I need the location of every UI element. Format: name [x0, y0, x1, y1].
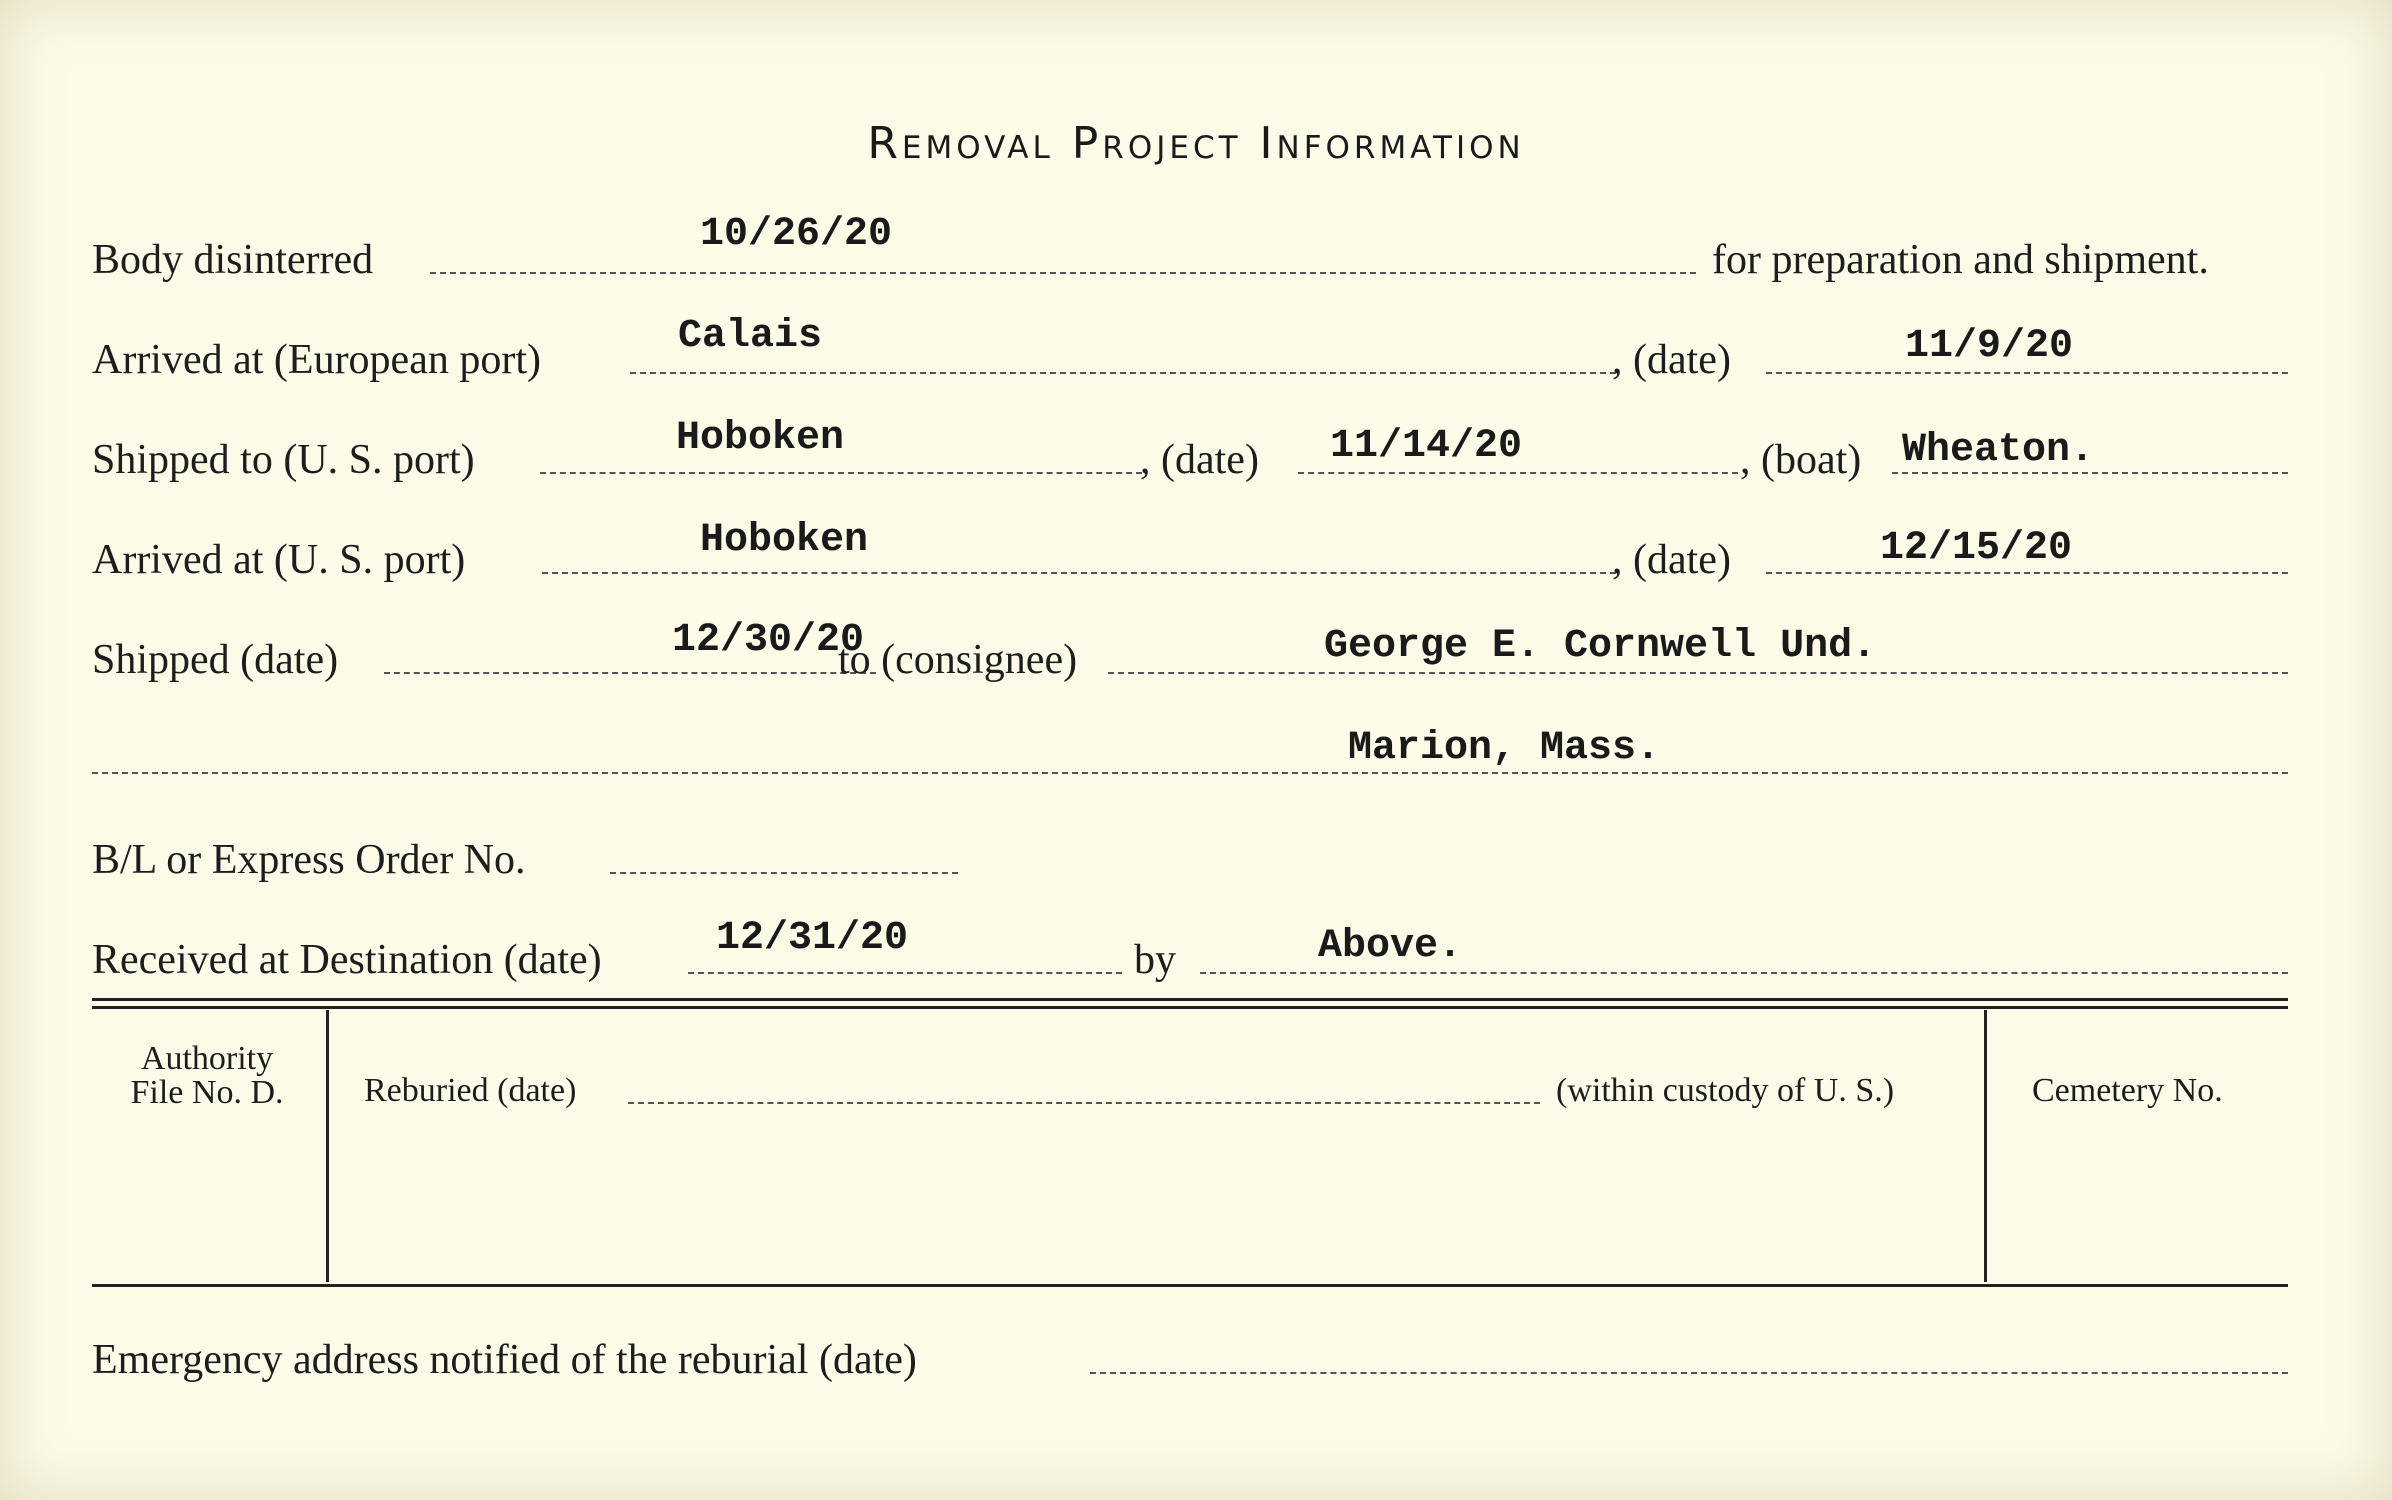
shipped-us-date-line	[1298, 472, 1738, 474]
table-divider-left	[326, 1010, 329, 1282]
disinterred-line	[430, 272, 1696, 274]
shipped-us-label: Shipped to (U. S. port)	[92, 437, 475, 483]
reburied-line	[628, 1102, 1540, 1104]
consignee-label: to (consignee)	[838, 637, 1078, 683]
double-rule-bottom	[92, 1006, 2288, 1009]
bl-label: B/L or Express Order No.	[92, 837, 526, 883]
consignee-value: George E. Cornwell Und.	[1324, 624, 1877, 669]
arrived-us-port: Hoboken	[700, 518, 869, 563]
received-date-line	[688, 972, 1122, 974]
received-by-line	[1200, 972, 2288, 974]
disinterred-label: Body disinterred	[92, 237, 374, 283]
disinterred-suffix: for preparation and shipment.	[1712, 237, 2209, 283]
table-divider-right	[1984, 1010, 1987, 1282]
received-by-label: by	[1134, 937, 1176, 983]
consignee-line	[1108, 672, 2288, 674]
shipped-us-port: Hoboken	[676, 416, 845, 461]
reburied-label: Reburied (date)	[364, 1072, 577, 1109]
authority-label-line2: File No. D.	[130, 1074, 284, 1111]
received-label: Received at Destination (date)	[92, 937, 602, 983]
shipped-us-boat: Wheaton.	[1902, 428, 2095, 473]
cemetery-label: Cemetery No.	[2032, 1072, 2223, 1109]
arrived-eu-date-line	[1766, 372, 2288, 374]
double-rule-top	[92, 998, 2288, 1001]
consignee-address: Marion, Mass.	[1348, 726, 1661, 771]
table-bottom-rule	[92, 1284, 2288, 1287]
arrived-us-date-label: , (date)	[1612, 537, 1731, 583]
arrived-us-date-line	[1766, 572, 2288, 574]
authority-label-line1: Authority	[140, 1040, 274, 1077]
arrived-us-date: 12/15/20	[1880, 526, 2073, 571]
arrived-eu-date: 11/9/20	[1905, 324, 2074, 369]
shipped-us-boat-label: , (boat)	[1740, 437, 1862, 483]
shipped-date-line	[384, 672, 876, 674]
arrived-eu-port: Calais	[678, 314, 823, 359]
shipped-us-line	[540, 472, 1142, 474]
consignee-line-2	[92, 772, 2288, 774]
shipped-date-label: Shipped (date)	[92, 637, 339, 683]
shipped-us-date-label: , (date)	[1140, 437, 1259, 483]
arrived-us-label: Arrived at (U. S. port)	[92, 537, 466, 583]
arrived-eu-date-label: , (date)	[1612, 337, 1731, 383]
shipped-us-date: 11/14/20	[1330, 424, 1523, 469]
received-date: 12/31/20	[716, 916, 909, 961]
received-by: Above.	[1318, 924, 1463, 969]
shipped-date-value: 12/30/20	[672, 618, 865, 663]
emergency-line	[1090, 1372, 2288, 1374]
card-title: Removal Project Information	[867, 118, 1525, 169]
disinterred-value: 10/26/20	[700, 212, 893, 257]
emergency-label: Emergency address notified of the reburial (date)	[92, 1337, 917, 1383]
custody-label: (within custody of U. S.)	[1556, 1072, 1895, 1109]
arrived-us-line	[542, 572, 1616, 574]
arrived-eu-label: Arrived at (European port)	[92, 337, 541, 383]
bl-line	[610, 872, 958, 874]
arrived-eu-line	[630, 372, 1616, 374]
